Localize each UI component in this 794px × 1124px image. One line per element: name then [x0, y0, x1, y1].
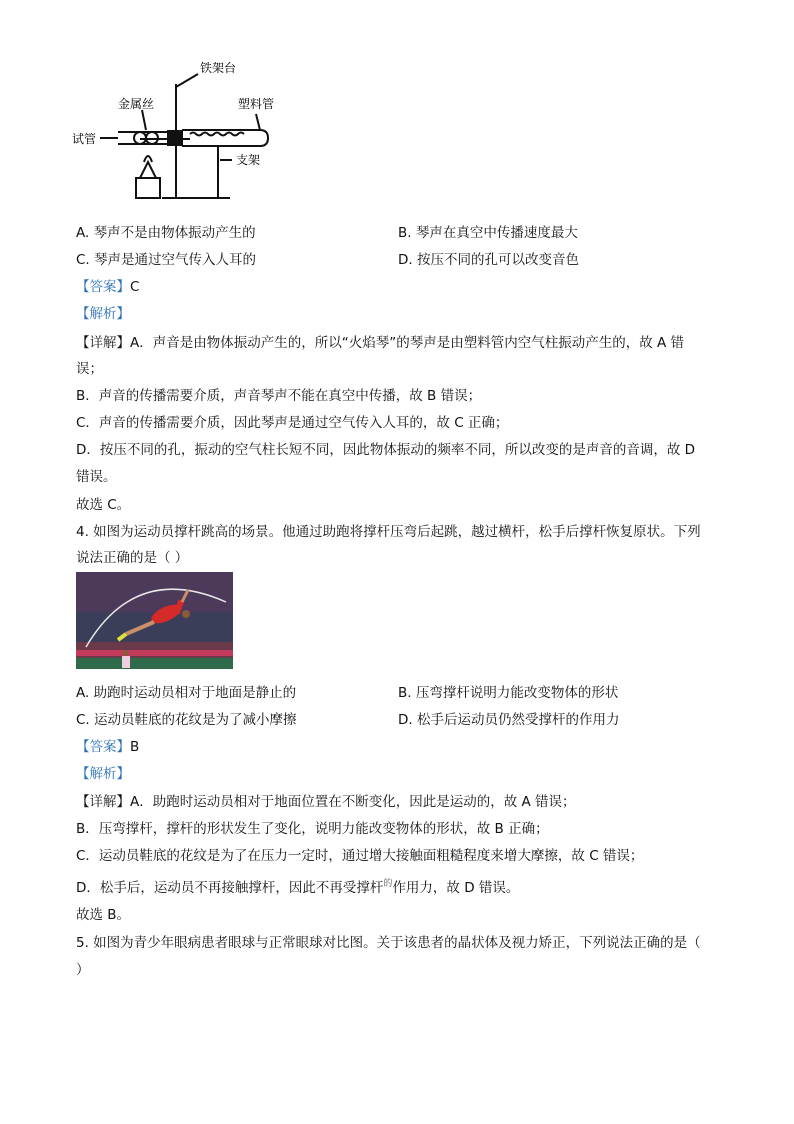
- q5-stem-line2: ）: [76, 962, 90, 978]
- q3-analysis-tag: 【解析】: [76, 306, 130, 322]
- q3-line-b: B．声音的传播需要介质，声音琴声不能在真空中传播，故 B 错误；: [76, 388, 482, 404]
- q3-option-c: C. 琴声是通过空气传入人耳的: [76, 252, 257, 268]
- q4-option-d: D. 松手后运动员仍然受撑杆的作用力: [398, 712, 620, 728]
- q4-line-d-pre: D．松手后，运动员不再接触撑杆，因此不再受撑杆: [76, 880, 384, 896]
- label-stand: 铁架台: [200, 61, 237, 75]
- q3-option-a: A. 琴声不是由物体振动产生的: [76, 225, 256, 241]
- q4-stem-line1: 4. 如图为运动员撑杆跳高的场景。他通过助跑将撑杆压弯后起跳，越过横杆，松手后撑杆恢复原状。下列: [76, 524, 701, 540]
- label-support: 支架: [236, 153, 261, 167]
- label-wire: 金属丝: [118, 97, 155, 111]
- q3-answer: [76, 275, 139, 295]
- q4-choose: 故选 B。: [76, 907, 131, 923]
- flame-instrument-diagram: [70, 52, 310, 212]
- q4-detail-a: [76, 790, 576, 810]
- q4-line-b: B．压弯撑杆，撑杆的形状发生了变化，说明力能改变物体的形状，故 B 正确；: [76, 821, 549, 837]
- q3-line-d2: 错误。: [76, 469, 117, 485]
- q4-answer-value: B: [130, 739, 140, 755]
- label-testtube: 试管: [72, 132, 97, 146]
- q3-option-b: B. 琴声在真空中传播速度最大: [398, 225, 578, 241]
- q4-line-d-sup: 的: [383, 879, 393, 889]
- q4-analysis-tag: 【解析】: [76, 766, 130, 782]
- q4-line-c: C．运动员鞋底的花纹是为了在压力一定时，通过增大接触面粗糙程度来增大摩擦，故 C 错误；: [76, 848, 644, 864]
- q3-line-c: C．声音的传播需要介质，因此琴声是通过空气传入人耳的，故 C 正确；: [76, 415, 509, 431]
- q3-detail-text: A．声音是由物体振动产生的，所以“火焰琴”的琴声是由塑料管内空气柱振动产生的，故 A 错: [130, 335, 685, 351]
- q4-line-d: [76, 876, 519, 896]
- q4-line-d-post: 作用力，故 D 错误。: [392, 880, 520, 896]
- q5-stem-line1: 5. 如图为青少年眼病患者眼球与正常眼球对比图。关于该患者的晶状体及视力矫正，下列说法正确的是（: [76, 935, 701, 951]
- q3-choose: 故选 C。: [76, 497, 131, 513]
- q3-detail-tag: 【详解】: [76, 335, 130, 351]
- pole-vault-photo: [76, 572, 233, 669]
- q4-option-c: C. 运动员鞋底的花纹是为了减小摩擦: [76, 712, 297, 728]
- q3-answer-value: C: [130, 279, 140, 295]
- q4-option-b: B. 压弯撑杆说明力能改变物体的形状: [398, 685, 619, 701]
- q4-answer: [76, 735, 139, 755]
- q3-answer-tag: 【答案】: [76, 279, 130, 295]
- q4-answer-tag: 【答案】: [76, 739, 130, 755]
- q4-detail-tag: 【详解】: [76, 794, 130, 810]
- q4-stem-line2: 说法正确的是（ ）: [76, 550, 189, 566]
- q3-option-d: D. 按压不同的孔可以改变音色: [398, 252, 579, 268]
- q4-option-a: A. 助跑时运动员相对于地面是静止的: [76, 685, 297, 701]
- q4-detail-text: A．助跑时运动员相对于地面位置在不断变化，因此是运动的，故 A 错误；: [130, 794, 576, 810]
- q3-line-d1: D．按压不同的孔，振动的空气柱长短不同，因此物体振动的频率不同，所以改变的是声音的音调，故 D: [76, 442, 696, 458]
- q3-detail-line2: 误；: [76, 361, 103, 377]
- label-pipe: 塑料管: [238, 97, 275, 111]
- q3-detail-line1: [76, 331, 684, 351]
